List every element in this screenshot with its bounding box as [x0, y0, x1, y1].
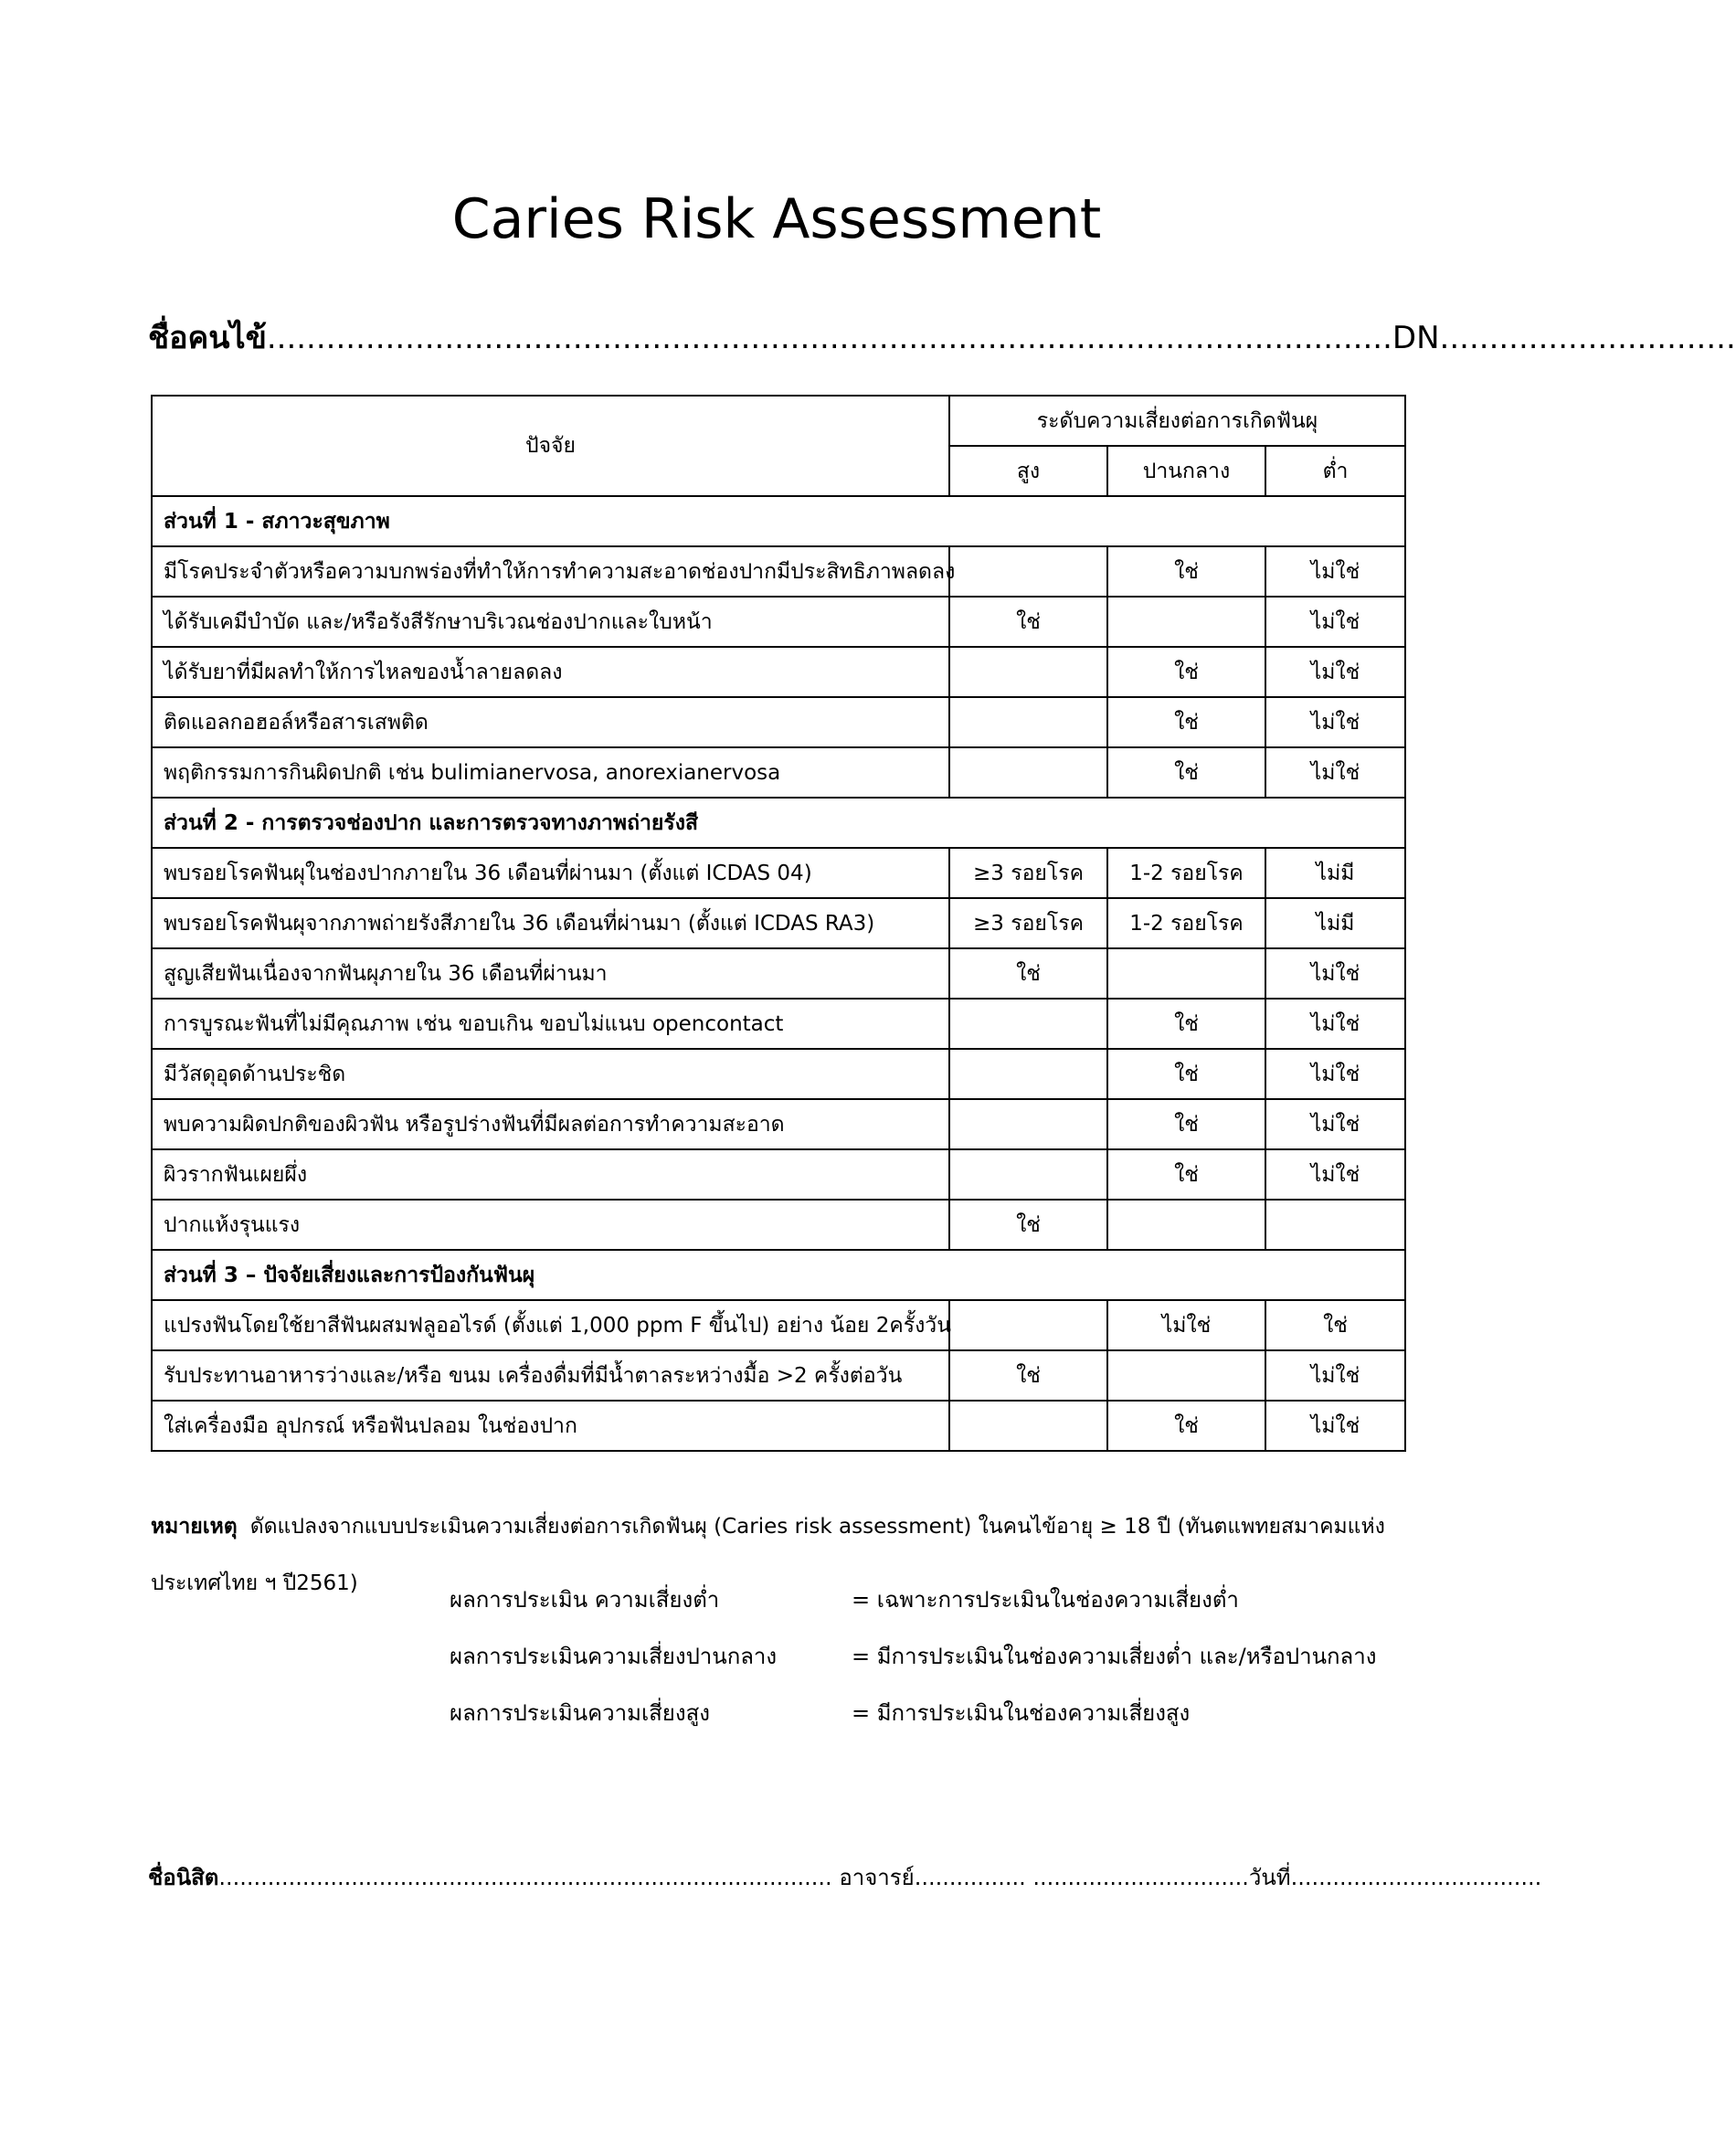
table-header-row — [152, 396, 1405, 446]
medium-risk-cell[interactable]: ไม่ใช่ — [1107, 1300, 1265, 1350]
medium-risk-cell[interactable] — [1107, 597, 1265, 647]
legend-desc: = มีการประเมินในช่องความเสี่ยงต่ำ และ/หรือปานกลาง — [852, 1644, 1377, 1669]
legend-label: ผลการประเมินความเสี่ยงปานกลาง — [450, 1644, 778, 1669]
low-risk-cell[interactable]: ไม่ใช่ — [1265, 597, 1405, 647]
medium-risk-cell[interactable]: ใช่ — [1107, 747, 1265, 798]
high-risk-cell[interactable] — [949, 546, 1107, 597]
low-risk-cell[interactable]: ไม่ใช่ — [1265, 999, 1405, 1049]
factor-cell: ได้รับเคมีบำบัด และ/หรือรังสีรักษาบริเวณช่องปากและใบหน้า — [152, 597, 949, 647]
section-title: ส่วนที่ 2 - การตรวจช่องปาก และการตรวจทางภาพถ่ายรังสี — [152, 798, 1405, 848]
advisor-field[interactable]: ................ ............................... — [914, 1865, 1249, 1890]
table-row — [152, 848, 1405, 898]
high-risk-cell[interactable] — [949, 697, 1107, 747]
student-name-label: ชื่อนิสิต — [148, 1865, 219, 1890]
medium-risk-cell[interactable]: ใช่ — [1107, 697, 1265, 747]
high-risk-cell[interactable] — [949, 647, 1107, 697]
low-risk-cell[interactable]: ไม่ใช่ — [1265, 1401, 1405, 1451]
low-risk-cell[interactable]: ไม่ใช่ — [1265, 1049, 1405, 1099]
date-label: วันที่ — [1248, 1865, 1291, 1890]
medium-risk-cell[interactable]: ใช่ — [1107, 1049, 1265, 1099]
medium-risk-cell[interactable]: 1-2 รอยโรค — [1107, 898, 1265, 948]
level-low-header: ต่ำ — [1265, 446, 1405, 496]
medium-risk-cell[interactable]: ใช่ — [1107, 1401, 1265, 1451]
factor-cell: ผิวรากฟันเผยผึ่ง — [152, 1149, 949, 1200]
table-row — [152, 1049, 1405, 1099]
high-risk-cell[interactable] — [949, 999, 1107, 1049]
factor-header: ปัจจัย — [152, 396, 949, 496]
factor-cell: แปรงฟันโดยใช้ยาสีฟันผสมฟลูออไรด์ (ตั้งแต่ 1,000 ppm F ขึ้นไป) อย่าง น้อย 2ครั้งวัน — [152, 1300, 949, 1350]
table-row — [152, 597, 1405, 647]
risk-level-header: ระดับความเสี่ยงต่อการเกิดฟันผุ — [949, 396, 1405, 446]
advisor-label: อาจารย์ — [839, 1865, 915, 1890]
low-risk-cell[interactable]: ไม่ใช่ — [1265, 647, 1405, 697]
legend-row-medium — [450, 1634, 1455, 1679]
factor-cell: พฤติกรรมการกินผิดปกติ เช่น bulimianervosa, anorexianervosa — [152, 747, 949, 798]
page-title: Caries Risk Assessment — [451, 187, 1102, 251]
low-risk-cell[interactable]: ไม่ใช่ — [1265, 948, 1405, 999]
dn-field[interactable]: .............................. — [1439, 320, 1736, 356]
low-risk-cell[interactable]: ไม่ใช่ — [1265, 546, 1405, 597]
table-row — [152, 1350, 1405, 1401]
high-risk-cell[interactable]: ใช่ — [949, 1350, 1107, 1401]
date-field[interactable]: .................................... — [1290, 1865, 1542, 1890]
medium-risk-cell[interactable]: 1-2 รอยโรค — [1107, 848, 1265, 898]
low-risk-cell[interactable] — [1265, 1200, 1405, 1250]
high-risk-cell[interactable] — [949, 1099, 1107, 1149]
factor-cell: รับประทานอาหารว่างและ/หรือ ขนม เครื่องดื่มที่มีน้ำตาลระหว่างมื้อ >2 ครั้งต่อวัน — [152, 1350, 949, 1401]
section-row — [152, 496, 1405, 546]
table-row — [152, 999, 1405, 1049]
high-risk-cell[interactable]: ใช่ — [949, 1200, 1107, 1250]
medium-risk-cell[interactable] — [1107, 948, 1265, 999]
factor-cell: ปากแห้งรุนแรง — [152, 1200, 949, 1250]
section-title: ส่วนที่ 1 - สภาวะสุขภาพ — [152, 496, 1405, 546]
table-row — [152, 1200, 1405, 1250]
remark-label: หมายเหตุ — [151, 1515, 238, 1539]
section-row — [152, 1250, 1405, 1300]
table-row — [152, 948, 1405, 999]
legend-label: ผลการประเมิน ความเสี่ยงต่ำ — [450, 1587, 720, 1613]
level-medium-header: ปานกลาง — [1107, 446, 1265, 496]
low-risk-cell[interactable]: ไม่ใช่ — [1265, 1350, 1405, 1401]
patient-name-label: ชื่อคนไข้ — [148, 320, 267, 356]
factor-cell: พบความผิดปกติของผิวฟัน หรือรูปร่างฟันที่มีผลต่อการทำความสะอาด — [152, 1099, 949, 1149]
dn-label: DN — [1392, 320, 1440, 356]
legend-row-high — [450, 1690, 1455, 1736]
table-row — [152, 898, 1405, 948]
high-risk-cell[interactable] — [949, 747, 1107, 798]
table-row — [152, 546, 1405, 597]
legend-row-low — [450, 1577, 1455, 1623]
table-row — [152, 647, 1405, 697]
high-risk-cell[interactable]: ใช่ — [949, 597, 1107, 647]
factor-cell: การบูรณะฟันที่ไม่มีคุณภาพ เช่น ขอบเกิน ขอบไม่แนบ opencontact — [152, 999, 949, 1049]
section-title: ส่วนที่ 3 – ปัจจัยเสี่ยงและการป้องกันฟันผุ — [152, 1250, 1405, 1300]
medium-risk-cell[interactable] — [1107, 1350, 1265, 1401]
factor-cell: ได้รับยาที่มีผลทำให้การไหลของน้ำลายลดลง — [152, 647, 949, 697]
risk-table — [151, 395, 1406, 1452]
high-risk-cell[interactable] — [949, 1049, 1107, 1099]
table-row — [152, 747, 1405, 798]
low-risk-cell[interactable]: ไม่ใช่ — [1265, 1149, 1405, 1200]
section-row — [152, 798, 1405, 848]
factor-cell: มีโรคประจำตัวหรือความบกพร่องที่ทำให้การทำความสะอาดช่องปากมีประสิทธิภาพลดลง — [152, 546, 949, 597]
table-row — [152, 1149, 1405, 1200]
factor-cell: ติดแอลกอฮอล์หรือสารเสพติด — [152, 697, 949, 747]
medium-risk-cell[interactable] — [1107, 1200, 1265, 1250]
table-row — [152, 1300, 1405, 1350]
low-risk-cell[interactable]: ไม่มี — [1265, 848, 1405, 898]
low-risk-cell[interactable]: ไม่ใช่ — [1265, 697, 1405, 747]
low-risk-cell[interactable]: ไม่ใช่ — [1265, 747, 1405, 798]
high-risk-cell[interactable]: ใช่ — [949, 948, 1107, 999]
factor-cell: พบรอยโรคฟันผุในช่องปากภายใน 36 เดือนที่ผ่านมา (ตั้งแต่ ICDAS 04) — [152, 848, 949, 898]
remark-text: ดัดแปลงจากแบบประเมินความเสี่ยงต่อการเกิดฟันผุ (Caries risk assessment) ในคนไข้อายุ ≥ 18 ปี (ทันตแพทยสมาคมแห่งประเทศไทย ฯ ปี2561) — [151, 1515, 1385, 1595]
factor-cell: มีวัสดุอุดด้านประชิด — [152, 1049, 949, 1099]
low-risk-cell[interactable]: ไม่ใช่ — [1265, 1099, 1405, 1149]
low-risk-cell[interactable]: ใช่ — [1265, 1300, 1405, 1350]
high-risk-cell[interactable] — [949, 1401, 1107, 1451]
medium-risk-cell[interactable]: ใช่ — [1107, 999, 1265, 1049]
medium-risk-cell[interactable]: ใช่ — [1107, 647, 1265, 697]
student-name-field[interactable]: ........................................................................................ — [218, 1865, 832, 1890]
high-risk-cell[interactable] — [949, 1149, 1107, 1200]
factor-cell: สูญเสียฟันเนื่องจากฟันผุภายใน 36 เดือนที่ผ่านมา — [152, 948, 949, 999]
high-risk-cell[interactable] — [949, 1300, 1107, 1350]
high-risk-cell[interactable]: ≥3 รอยโรค — [949, 848, 1107, 898]
legend-label: ผลการประเมินความเสี่ยงสูง — [450, 1700, 710, 1726]
factor-cell: ใส่เครื่องมือ อุปกรณ์ หรือฟันปลอม ในช่องปาก — [152, 1401, 949, 1451]
patient-name-field[interactable]: .................................................................................................................. — [266, 320, 1392, 356]
medium-risk-cell[interactable]: ใช่ — [1107, 1099, 1265, 1149]
patient-line — [148, 311, 1736, 365]
table-row — [152, 1099, 1405, 1149]
low-risk-cell[interactable]: ไม่มี — [1265, 898, 1405, 948]
legend-desc: = มีการประเมินในช่องความเสี่ยงสูง — [852, 1700, 1191, 1726]
factor-cell: พบรอยโรคฟันผุจากภาพถ่ายรังสีภายใน 36 เดือนที่ผ่านมา (ตั้งแต่ ICDAS RA3) — [152, 898, 949, 948]
table-row — [152, 1401, 1405, 1451]
level-high-header: สูง — [949, 446, 1107, 496]
medium-risk-cell[interactable]: ใช่ — [1107, 1149, 1265, 1200]
signature-line — [148, 1855, 1542, 1900]
high-risk-cell[interactable]: ≥3 รอยโรค — [949, 898, 1107, 948]
medium-risk-cell[interactable]: ใช่ — [1107, 546, 1265, 597]
table-row — [152, 697, 1405, 747]
legend-desc: = เฉพาะการประเมินในช่องความเสี่ยงต่ำ — [852, 1587, 1239, 1613]
